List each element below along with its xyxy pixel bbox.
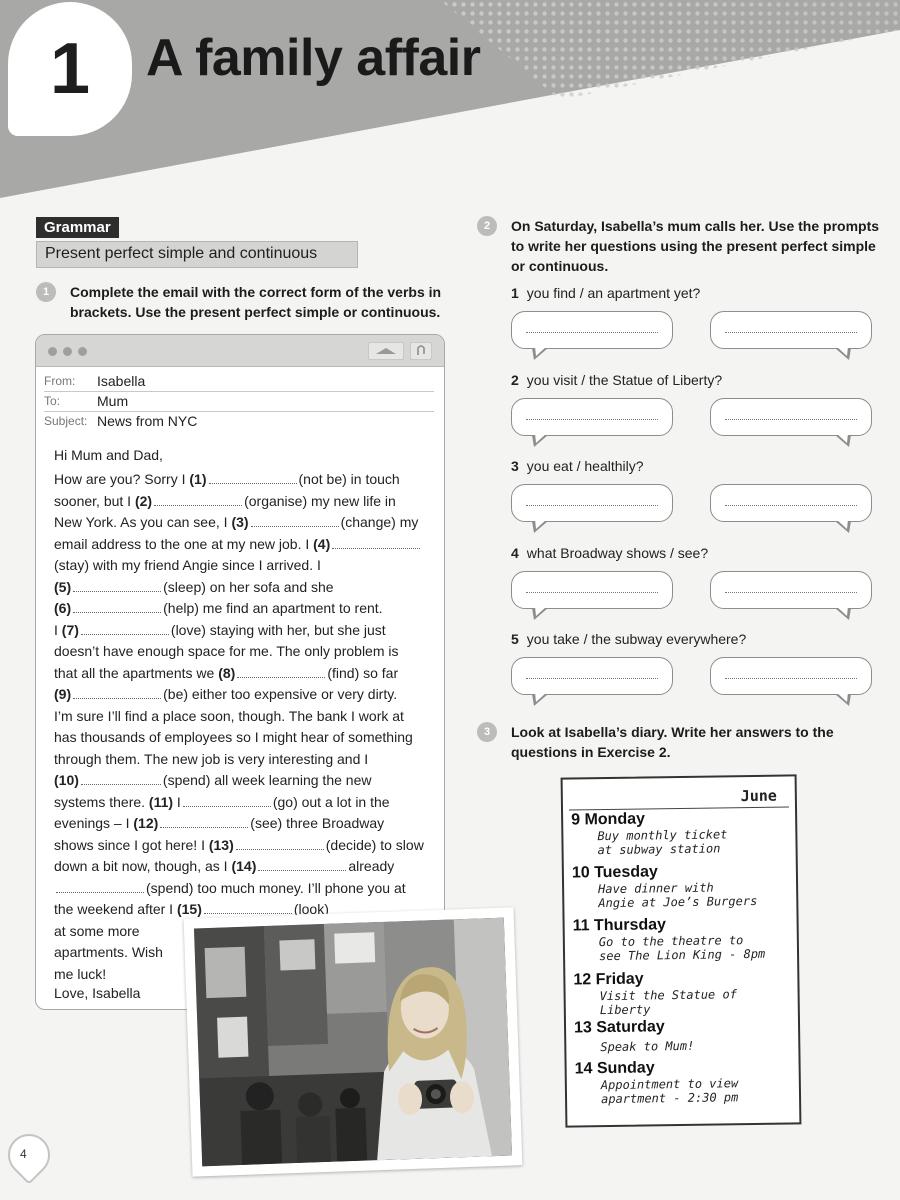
answer-gap[interactable] <box>81 622 169 635</box>
photo-frame <box>184 907 523 1176</box>
answer-gap[interactable] <box>160 815 248 828</box>
diary-note: Go to the theatre to <box>598 933 744 950</box>
answer-gap[interactable] <box>204 901 292 914</box>
diary-entry <box>573 915 766 964</box>
answer-bubble[interactable] <box>710 398 872 436</box>
exercise-1-number: 1 <box>36 282 56 302</box>
exercise-1-instruction <box>70 282 441 322</box>
question-5: 5 you take / the subway everywhere? <box>511 631 747 647</box>
from-value: Isabella <box>97 373 146 389</box>
window-dot-icon <box>78 347 87 356</box>
diary-entry <box>573 969 737 1017</box>
exercise-2-instruction <box>511 216 879 276</box>
answer-gap[interactable] <box>332 536 420 549</box>
instruction-line: to write her questions using the present perfect simple <box>511 238 876 254</box>
diary-note: Speak to Mum! <box>600 1038 695 1055</box>
diary-note: Appointment to view <box>600 1076 739 1093</box>
answer-gap[interactable] <box>209 471 297 484</box>
email-closing: Love, Isabella <box>54 985 141 1001</box>
attachment-icon[interactable] <box>410 342 432 360</box>
subject-value: News from NYC <box>97 413 198 429</box>
to-value: Mum <box>97 393 129 409</box>
diary-entry <box>571 809 728 857</box>
unit-title: A family affair <box>146 29 481 87</box>
diary-entry <box>575 1058 739 1106</box>
question-bubble[interactable] <box>511 311 673 349</box>
answer-bubble[interactable] <box>710 571 872 609</box>
email-subject-row <box>44 412 434 432</box>
diary-day: 11 Thursday <box>572 916 667 935</box>
question-bubble[interactable] <box>511 571 673 609</box>
answer-bubble[interactable] <box>710 657 872 695</box>
question-2: 2 you visit / the Statue of Liberty? <box>511 372 723 388</box>
answer-gap[interactable] <box>73 600 161 613</box>
subject-label: Subject: <box>44 414 88 428</box>
answer-gap[interactable] <box>73 686 161 699</box>
diary-note: apartment - 2:30 pm <box>600 1090 739 1107</box>
diary-entry <box>574 1018 694 1055</box>
instruction-line: On Saturday, Isabella’s mum calls her. Use the prompts <box>511 218 880 234</box>
answer-gap[interactable] <box>258 858 346 871</box>
diary-note: Buy monthly ticket <box>597 827 728 844</box>
diary-day: 10 Tuesday <box>571 863 658 882</box>
window-dot-icon <box>48 347 57 356</box>
instruction-line: Look at Isabella’s diary. Write her answers to the <box>511 724 834 740</box>
question-4: 4 what Broadway shows / see? <box>511 545 709 561</box>
instruction-line: or continuous. <box>511 258 609 274</box>
answer-gap[interactable] <box>73 579 161 592</box>
answer-gap[interactable] <box>183 794 271 807</box>
email-from-row <box>44 372 434 392</box>
diary-note: Liberty <box>599 1002 651 1018</box>
email-greeting: Hi Mum and Dad, <box>54 447 163 463</box>
diary-day: 12 Friday <box>573 970 644 989</box>
email-titlebar <box>36 335 444 367</box>
exercise-3-instruction <box>511 722 834 762</box>
question-bubble[interactable] <box>511 484 673 522</box>
diary-note: at subway station <box>597 841 721 858</box>
diary-note: Angie at Joe’s Burgers <box>598 893 758 911</box>
instruction-line: brackets. Use the present perfect simple or continuous. <box>70 304 441 320</box>
question-1: 1 you find / an apartment yet? <box>511 285 701 301</box>
diary-note: see The Lion King - 8pm <box>598 946 766 964</box>
answer-gap[interactable] <box>251 514 339 527</box>
woman-with-camera-image <box>194 918 512 1167</box>
email-to-row <box>44 392 434 412</box>
unit-header <box>0 0 900 200</box>
diary-day: 14 Sunday <box>574 1059 655 1078</box>
page-number: 4 <box>20 1147 27 1161</box>
exercise-2-number: 2 <box>477 216 497 236</box>
diary-entry <box>572 862 758 911</box>
section-tag: Grammar <box>36 217 119 238</box>
city-photo <box>194 918 512 1167</box>
diary-day: 9 Monday <box>571 810 646 829</box>
answer-gap[interactable] <box>56 880 144 893</box>
question-3: 3 you eat / healthily? <box>511 458 644 474</box>
answer-gap[interactable] <box>237 665 325 678</box>
email-body: How are you? Sorry I (1) (not be) in touch sooner, but I (2) (organise) my new life in New York. As you can see, I (3) (change) my email address to the one at my new job. I (4) (stay) with my friend Angie since I arrived. I (5) (sleep) on her sofa and she (6) (help) me find an apartment to rent. I (7) (love) staying with her, but she just doesn’t have enough space for me. The only problem is that all the apartments we (8) (find) so far (9) (be) either too expensive or very dirty. I’m sure I’ll find a place soon, though. The bank I work at has thousands of employees so I might hear of something through them. The new job is very interesting and I (10) (spend) all week learning the new systems there. (11) I (go) out a lot in the evenings – I (12) (see) three Broadway shows since I got here! I (13) (decide) to slow down a bit now, though, as I (14) already (spend) too much money. I’ll phone you at the weekend after I (15) (look) at some more apartments. Wish me luck! <box>54 471 424 982</box>
unit-number-badge: 1 <box>8 2 132 136</box>
from-label: From: <box>44 374 76 388</box>
diary-note: Visit the Statue of <box>599 987 737 1004</box>
answer-gap[interactable] <box>154 493 242 506</box>
diary-month: June <box>740 786 777 806</box>
diary-note: Have dinner with <box>598 880 714 897</box>
to-label: To: <box>44 394 61 408</box>
answer-bubble[interactable] <box>710 484 872 522</box>
instruction-line: questions in Exercise 2. <box>511 744 671 760</box>
instruction-line: Complete the email with the correct form of the verbs in <box>70 284 442 300</box>
diary-day: 13 Saturday <box>573 1018 665 1037</box>
reply-icon[interactable] <box>368 342 404 360</box>
email-window <box>35 334 445 1010</box>
page-number-badge <box>0 1125 59 1184</box>
answer-bubble[interactable] <box>710 311 872 349</box>
diary-page <box>561 774 802 1127</box>
window-dot-icon <box>63 347 72 356</box>
grammar-topic: Present perfect simple and continuous <box>36 241 358 268</box>
answer-gap[interactable] <box>236 837 324 850</box>
question-bubble[interactable] <box>511 398 673 436</box>
exercise-3-number: 3 <box>477 722 497 742</box>
question-bubble[interactable] <box>511 657 673 695</box>
answer-gap[interactable] <box>81 772 161 785</box>
